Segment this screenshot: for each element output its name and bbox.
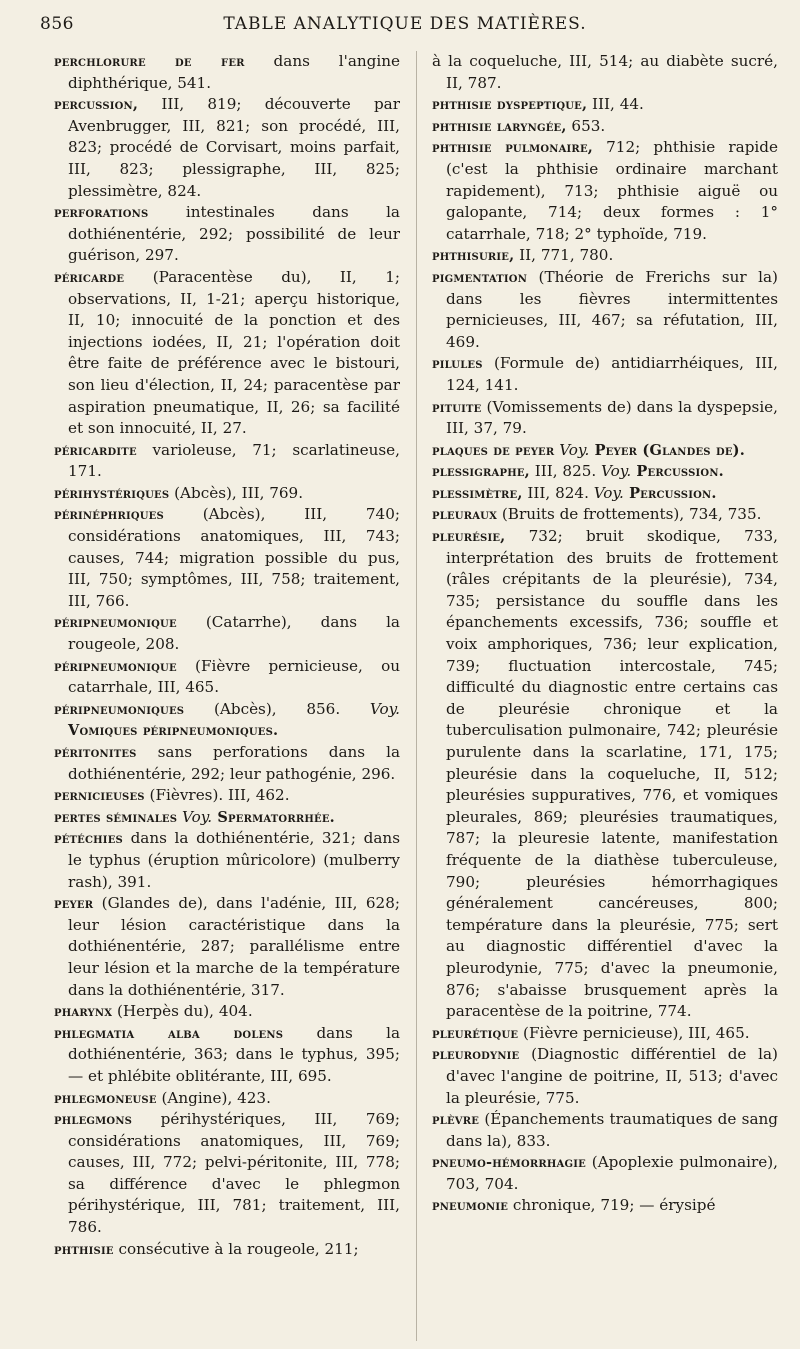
entry-headword: phlegmoneuse	[54, 1089, 157, 1107]
entry-headword: pneumo-hémorrhagie	[432, 1154, 586, 1172]
entry-headword: phlegmatia alba dolens	[54, 1024, 284, 1042]
entry-headword: péripneumoniques	[54, 700, 185, 718]
entry-headword: péripneumonique	[54, 614, 177, 632]
index-entry	[54, 483, 400, 505]
entry-text: dans la dothiénentérie, 363; dans le typhus, 395; — et phlébite oblitérante, III, 695.	[68, 1023, 400, 1085]
entry-headword: pilules	[432, 355, 483, 373]
index-entry	[432, 1109, 778, 1152]
index-entry	[54, 1088, 400, 1110]
index-entry	[54, 612, 400, 655]
entry-headword: pernicieuses	[54, 787, 145, 805]
see-reference: Voy.	[601, 462, 632, 481]
index-entry	[432, 526, 778, 1023]
see-reference: Voy.	[182, 807, 213, 826]
entry-text: 653.	[566, 116, 606, 135]
see-reference: Voy.	[369, 699, 400, 718]
entry-text: (Formule de) antidiarrhéiques, III, 124, 141.	[446, 354, 778, 394]
running-title: TABLE ANALYTIQUE DES MATIÈRES.	[223, 14, 587, 34]
entry-headword: péricardite	[54, 441, 137, 459]
entry-headword: péritonites	[54, 744, 137, 761]
see-reference: Voy.	[559, 440, 590, 459]
entry-text: (Fièvre pernicieuse, ou catarrhale, III, 465.	[68, 656, 400, 697]
entry-headword: pituite	[432, 398, 482, 416]
entry-text: (Fièvres). III, 462.	[144, 786, 290, 805]
entry-headword: peyer	[54, 895, 94, 913]
running-header	[40, 14, 770, 40]
entry-text: dans la dothiénentérie, 321; dans le typhus (éruption mûricolore) (mulberry rash), 391.	[68, 829, 400, 891]
index-entry	[54, 504, 400, 612]
index-entry	[54, 785, 400, 807]
entry-text: intestinales dans la dothiénentérie, 292; possibilité de leur guérison, 297.	[68, 203, 400, 265]
see-target: Spermatorrhée.	[212, 808, 335, 826]
entry-text: (Bruits de frottements), 734, 735.	[497, 505, 762, 524]
entry-text: (Abcès), 856.	[184, 699, 370, 718]
entry-headword: phthisurie,	[432, 247, 515, 265]
entry-text: périhystériques, III, 769; considérations anatomiques, III, 769; causes, III, 772; pelvi-péritonite, III, 778; sa différence d'avec le phlegmon périhystérique, III, 781; traitement, III, 786.	[68, 1110, 400, 1237]
index-entry	[54, 267, 400, 440]
entry-text: (Fièvre pernicieuse), III, 465.	[518, 1023, 750, 1042]
entry-text: (Théorie de Frerichs sur la) dans les fièvres intermittentes pernicieuses, III, 467; sa réfutation, III, 469.	[446, 267, 778, 351]
index-entry	[432, 137, 778, 245]
index-entry	[432, 397, 778, 440]
entry-text: (Diagnostic différentiel de la) d'avec l'angine de poitrine, II, 513; d'avec la pleurésie, 775.	[446, 1045, 778, 1107]
entry-text: (Catarrhe), dans la rougeole, 208.	[68, 613, 400, 654]
index-entry	[54, 94, 400, 202]
see-target: Peyer (Glandes de).	[589, 441, 745, 459]
entry-headword: phthisie pulmonaire,	[432, 139, 594, 157]
index-entry	[432, 440, 778, 462]
entry-headword: perforations	[54, 204, 149, 222]
index-entry	[54, 807, 400, 829]
see-target: Percussion.	[631, 463, 724, 481]
index-entry	[54, 742, 400, 785]
entry-text: 732; bruit skodique, 733, interprétation des bruits de frottement (râles crépitants de la pleurésie), 734, 735; persistance du souffle dans les épanchements excessifs, 736; souffle et voix amphoriques, 736; leur explication, 739; fluctuation intercostale, 745; difficulté du diagnostic entre certains cas de pleurésie chronique et la tuberculisation pulmonaire, 742; pleurésie purulente dans la scarlatine, 171, 175; pleurésie dans la coqueluche, II, 512; pleurésies suppuratives, 776, et vomiques pleurales, 869; pleurésies traumatiques, 787; la pleuresie latente, manifestation fréquente de la diathèse tuberculeuse, 790; pleurésies hémorrhagiques généralement cancéreuses, 800; température dans la pleurésie, 775; sert au diagnostic différentiel d'avec la pleurodynie, 775; d'avec la pneumonie, 876; s'abaisse brusquement après la paracentèse de la poitrine, 774.	[446, 527, 778, 1021]
entry-headword: pertes séminales	[54, 808, 178, 826]
entry-headword: périnéphriques	[54, 506, 164, 524]
column-divider	[416, 51, 417, 1341]
index-entry	[432, 94, 778, 116]
index-entry	[432, 1195, 778, 1217]
entry-text: consécutive à la rougeole, 211;	[113, 1239, 359, 1258]
entry-headword: pleurodynie	[432, 1046, 520, 1064]
entry-text: (Épanchements traumatiques de sang dans la), 833.	[446, 1110, 778, 1150]
entry-text: dans l'angine diphthérique, 541.	[68, 52, 400, 92]
entry-text: (Herpès du), 404.	[112, 1002, 253, 1021]
entry-text: (Abcès), III, 769.	[169, 483, 304, 502]
index-entry	[432, 483, 778, 505]
index-entry	[54, 51, 400, 94]
entry-headword: péripneumonique	[54, 657, 177, 675]
entry-text: 712; phthisie rapide (c'est la phthisie ordinaire marchant rapidement), 713; phthisie aiguë ou galopante, 714; deux formes : 1° catarrhale, 718; 2° typhoïde, 719.	[446, 138, 778, 243]
entry-headword: pétéchies	[54, 830, 123, 848]
right-column	[432, 51, 778, 1341]
entry-text: (Paracentèse du), II, 1; observations, II, 1-21; aperçu historique, II, 10; innocuité de la ponction et des injections iodées, II, 21; l'opération doit être faite de préférence avec le bistouri, son lieu d'élection, II, 24; paracentèse par aspiration pneumatique, II, 26; sa facilité et son innocuité, II, 27.	[68, 267, 400, 438]
entry-text: (Apoplexie pulmonaire), 703, 704.	[446, 1153, 778, 1193]
see-target: Percussion.	[623, 484, 717, 502]
index-entry	[54, 440, 400, 483]
entry-headword: plaques de peyer	[432, 441, 555, 459]
entry-text: (Abcès), III, 740; considérations anatomiques, III, 743; causes, 744; migration possible du pus, III, 750; symptômes, III, 758; traitement, III, 766.	[68, 505, 400, 610]
entry-text: à la coqueluche, III, 514; au diabète sucré, II, 787.	[432, 52, 778, 92]
entry-text: (Vomissements de) dans la dyspepsie, III, 37, 79.	[446, 397, 778, 438]
entry-headword: plessimètre,	[432, 484, 523, 502]
entry-headword: phlegmons	[54, 1111, 133, 1129]
entry-text: (Glandes de), dans l'adénie, III, 628; leur lésion caractéristique dans la dothiénentérie, 287; parallélisme entre leur lésion et la marche de la température dans la dothiénentérie, 317.	[68, 894, 400, 999]
entry-headword: plessigraphe,	[432, 463, 530, 481]
entry-headword: phthisie	[54, 1240, 114, 1258]
entry-headword: perchlorure de fer	[54, 53, 245, 70]
index-entry	[54, 699, 400, 742]
index-entry	[54, 202, 400, 267]
index-entry	[432, 267, 778, 353]
index-entry	[432, 51, 778, 94]
index-entry	[54, 1239, 400, 1261]
entry-headword: phthisie dyspeptique,	[432, 96, 588, 114]
index-entry	[432, 1152, 778, 1195]
index-entry	[432, 504, 778, 526]
see-reference: Voy.	[593, 483, 624, 502]
entry-text: varioleuse, 71; scarlatineuse, 171.	[68, 440, 400, 481]
index-columns	[54, 51, 778, 1341]
index-entry	[54, 893, 400, 1001]
entry-headword: périhystériques	[54, 484, 170, 502]
entry-headword: pigmentation	[432, 268, 528, 286]
entry-text: II, 771, 780.	[514, 246, 614, 265]
entry-headword: pneumonie	[432, 1197, 509, 1215]
index-entry	[54, 828, 400, 893]
index-entry	[432, 1023, 778, 1045]
entry-headword: plèvre	[432, 1111, 480, 1129]
index-entry	[432, 1044, 778, 1109]
entry-text: III, 825.	[529, 462, 602, 481]
entry-headword: pharynx	[54, 1003, 113, 1021]
index-entry	[54, 1001, 400, 1023]
index-entry	[432, 245, 778, 267]
index-entry	[54, 656, 400, 699]
entry-text: III, 819; découverte par Avenbrugger, III, 821; son procédé, III, 823; procédé de Corvisart, moins parfait, III, 823; plessigraphe, III, 825; plessimètre, 824.	[68, 95, 400, 200]
entry-headword: phthisie laryngée,	[432, 117, 567, 135]
index-entry	[432, 353, 778, 396]
entry-text: (Angine), 423.	[156, 1088, 271, 1107]
entry-text: chronique, 719; — érysipé	[508, 1196, 716, 1215]
see-target: Vomiques péripneumoniques.	[68, 722, 279, 740]
entry-text: sans perforations dans la dothiénentérie, 292; leur pathogénie, 296.	[68, 743, 400, 783]
index-entry	[432, 461, 778, 483]
entry-headword: pleurétique	[432, 1024, 519, 1042]
page-number: 856	[40, 14, 74, 34]
index-entry	[54, 1109, 400, 1239]
entry-text: III, 824.	[522, 483, 594, 502]
entry-headword: péricarde	[54, 268, 125, 286]
index-entry	[432, 116, 778, 138]
entry-headword: pleurésie,	[432, 528, 506, 546]
entry-headword: pleuraux	[432, 506, 498, 524]
entry-headword: percussion,	[54, 96, 139, 114]
left-column	[54, 51, 400, 1341]
index-entry	[54, 1023, 400, 1088]
entry-text: III, 44.	[587, 95, 644, 114]
